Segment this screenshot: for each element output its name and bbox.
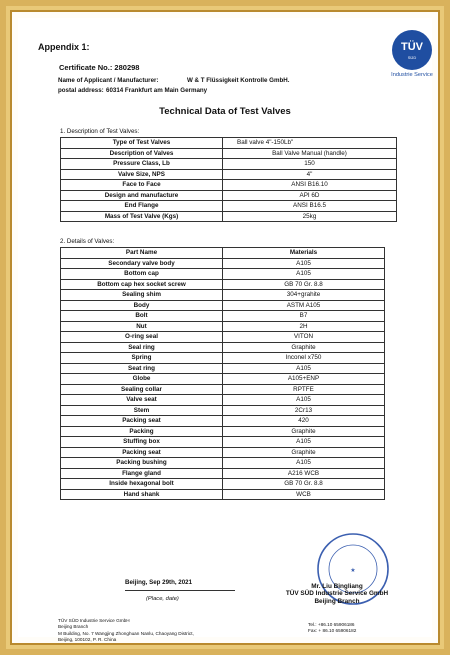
part-value-cell: B7	[223, 311, 385, 322]
part-label-cell: Bolt	[61, 311, 223, 322]
appendix-label: Appendix 1:	[38, 42, 90, 52]
footer-line: Beijing, 100102, P. R. China	[58, 636, 117, 642]
valve-spec-value-cell: ANSI B16.5	[223, 201, 397, 212]
part-value-cell: A105+ENP	[223, 374, 385, 385]
part-label-cell: Stem	[61, 405, 223, 416]
signer-company: TÜV SÜD Industrie Service GmbH	[285, 590, 389, 598]
part-label-cell: Valve seat	[61, 395, 223, 406]
part-label-cell: Secondary valve body	[61, 258, 223, 269]
part-value-cell: ASTM A105	[223, 300, 385, 311]
applicant-label: Name of Applicant / Manufacturer:	[58, 77, 159, 84]
signer-branch: Beijing Branch	[314, 597, 360, 605]
table-row	[61, 468, 385, 479]
certificate-page	[18, 18, 433, 642]
part-value-cell: Graphite	[223, 426, 385, 437]
section2-heading: 2. Details of Valves:	[60, 238, 115, 245]
footer-line: Beijing Branch	[58, 624, 89, 630]
table-row	[61, 248, 385, 259]
footer-tel: Tel.: +86.10 65906186	[308, 622, 355, 627]
part-value-cell: GB 70 Gr. 8.8	[223, 479, 385, 490]
table-row	[61, 201, 397, 212]
place-date-line	[125, 590, 235, 591]
table-row	[61, 269, 385, 280]
part-value-cell: 2H	[223, 321, 385, 332]
table-row	[61, 190, 397, 201]
footer-line: TÜV SÜD Industrie Service GmbH	[58, 618, 130, 623]
logo-sub: SÜD	[407, 55, 417, 60]
part-value-cell: A105	[223, 437, 385, 448]
tuv-logo	[386, 30, 438, 84]
place-date: Beijing, Sep 29th, 2021	[125, 579, 193, 586]
logo-caption: Industrie Service	[391, 72, 433, 78]
valve-spec-value-cell: Ball valve 4"-150Lb"	[223, 138, 397, 149]
part-value-cell: RPTFE	[223, 384, 385, 395]
part-label-cell: Globe	[61, 374, 223, 385]
part-label-cell: Hand shank	[61, 489, 223, 500]
part-label-cell: O-ring seal	[61, 332, 223, 343]
table-row	[61, 300, 385, 311]
part-label-cell: Packing seat	[61, 447, 223, 458]
valve-spec-label-cell: Type of Test Valves	[61, 138, 223, 149]
table-row	[61, 479, 385, 490]
table-row	[61, 405, 385, 416]
valve-spec-label-cell: Pressure Class, Lb	[61, 159, 223, 170]
table-row	[61, 458, 385, 469]
document-title: Technical Data of Test Valves	[159, 106, 291, 117]
part-value-cell: A105	[223, 363, 385, 374]
part-label-cell: Body	[61, 300, 223, 311]
valve-spec-label-cell: Valve Size, NPS	[61, 169, 223, 180]
part-value-cell: 420	[223, 416, 385, 427]
valve-spec-value-cell: Ball Valve Manual (handle)	[223, 148, 397, 159]
table-row	[61, 447, 385, 458]
part-label-cell: Packing	[61, 426, 223, 437]
part-value-cell: Graphite	[223, 342, 385, 353]
signer-name: Mr. Liu Bingliang	[311, 583, 363, 590]
table-row	[61, 258, 385, 269]
table-row	[61, 384, 385, 395]
valve-spec-label-cell: Description of Valves	[61, 148, 223, 159]
table-row	[61, 159, 397, 170]
footer-contacts	[308, 622, 356, 635]
svg-text:★: ★	[350, 568, 356, 574]
part-label-cell: Nut	[61, 321, 223, 332]
table-row	[61, 148, 397, 159]
part-value-cell: A105	[223, 395, 385, 406]
part-value-cell: A216 WCB	[223, 468, 385, 479]
part-value-cell: GB 70 Gr. 8.8	[223, 279, 385, 290]
part-value-cell: A105	[223, 269, 385, 280]
valve-spec-label-cell: End Flange	[61, 201, 223, 212]
tuv-badge-icon	[392, 30, 432, 70]
table-row	[61, 321, 385, 332]
part-value-cell: A105	[223, 258, 385, 269]
table-row	[61, 353, 385, 364]
address-label: postal address:	[58, 87, 104, 94]
table-row	[61, 363, 385, 374]
part-label-cell: Stuffing box	[61, 437, 223, 448]
part-label-cell: Part Name	[61, 248, 223, 259]
part-value-cell: VITON	[223, 332, 385, 343]
part-label-cell: Seat ring	[61, 363, 223, 374]
part-value-cell: WCB	[223, 489, 385, 500]
footer-fax: Fax: + 86.10 65906182	[308, 628, 357, 634]
part-value-cell: 304+grahite	[223, 290, 385, 301]
table-row	[61, 374, 385, 385]
applicant-value: W & T Flüssigkeit Kontrolle GmbH.	[187, 77, 290, 84]
table-row	[61, 395, 385, 406]
table-row	[61, 332, 385, 343]
valve-spec-label-cell: Face to Face	[61, 180, 223, 191]
part-value-cell: Inconel x750	[223, 353, 385, 364]
table-row	[61, 180, 397, 191]
table-row	[61, 342, 385, 353]
part-value-cell: A105	[223, 458, 385, 469]
part-value-cell: 2Cr13	[223, 405, 385, 416]
part-label-cell: Bottom cap	[61, 269, 223, 280]
part-label-cell: Sealing collar	[61, 384, 223, 395]
part-label-cell: Bottom cap hex socket screw	[61, 279, 223, 290]
part-value-cell: Graphite	[223, 447, 385, 458]
table-row	[61, 169, 397, 180]
table-row	[61, 437, 385, 448]
valve-spec-value-cell: 25kg	[223, 211, 397, 222]
footer-line: M Building, No. 7 Wangjing Zhonghuan Nanlu, Chaoyang District,	[58, 630, 194, 636]
valve-details-table	[60, 247, 385, 500]
valve-spec-value-cell: 150	[223, 159, 397, 170]
table-row	[61, 426, 385, 437]
part-label-cell: Sealing shim	[61, 290, 223, 301]
footer-address	[58, 618, 194, 643]
section1-heading: 1. Description of Test Valves:	[60, 128, 140, 135]
place-date-caption: (Place, date)	[146, 596, 179, 602]
part-label-cell: Spring	[61, 353, 223, 364]
address-value: 60314 Frankfurt am Main Germany	[106, 87, 208, 94]
certificate-number: Certificate No.: 280298	[59, 63, 140, 72]
part-value-cell: Materials	[223, 248, 385, 259]
table-row	[61, 311, 385, 322]
valve-spec-label-cell: Mass of Test Valve (Kgs)	[61, 211, 223, 222]
table-row	[61, 290, 385, 301]
part-label-cell: Packing seat	[61, 416, 223, 427]
part-label-cell: Seal ring	[61, 342, 223, 353]
table-row	[61, 279, 385, 290]
part-label-cell: Packing bushing	[61, 458, 223, 469]
valve-spec-value-cell: API 6D	[223, 190, 397, 201]
table-row	[61, 211, 397, 222]
signature-block	[257, 583, 417, 605]
test-valves-table	[60, 137, 397, 222]
table-row	[61, 416, 385, 427]
part-label-cell: Inside hexagonal bolt	[61, 479, 223, 490]
table-row	[61, 138, 397, 149]
valve-spec-value-cell: ANSI B16.10	[223, 180, 397, 191]
table-row	[61, 489, 385, 500]
valve-spec-value-cell: 4"	[223, 169, 397, 180]
valve-spec-label-cell: Design and manufacture	[61, 190, 223, 201]
part-label-cell: Flange gland	[61, 468, 223, 479]
logo-text: TÜV	[401, 41, 423, 53]
